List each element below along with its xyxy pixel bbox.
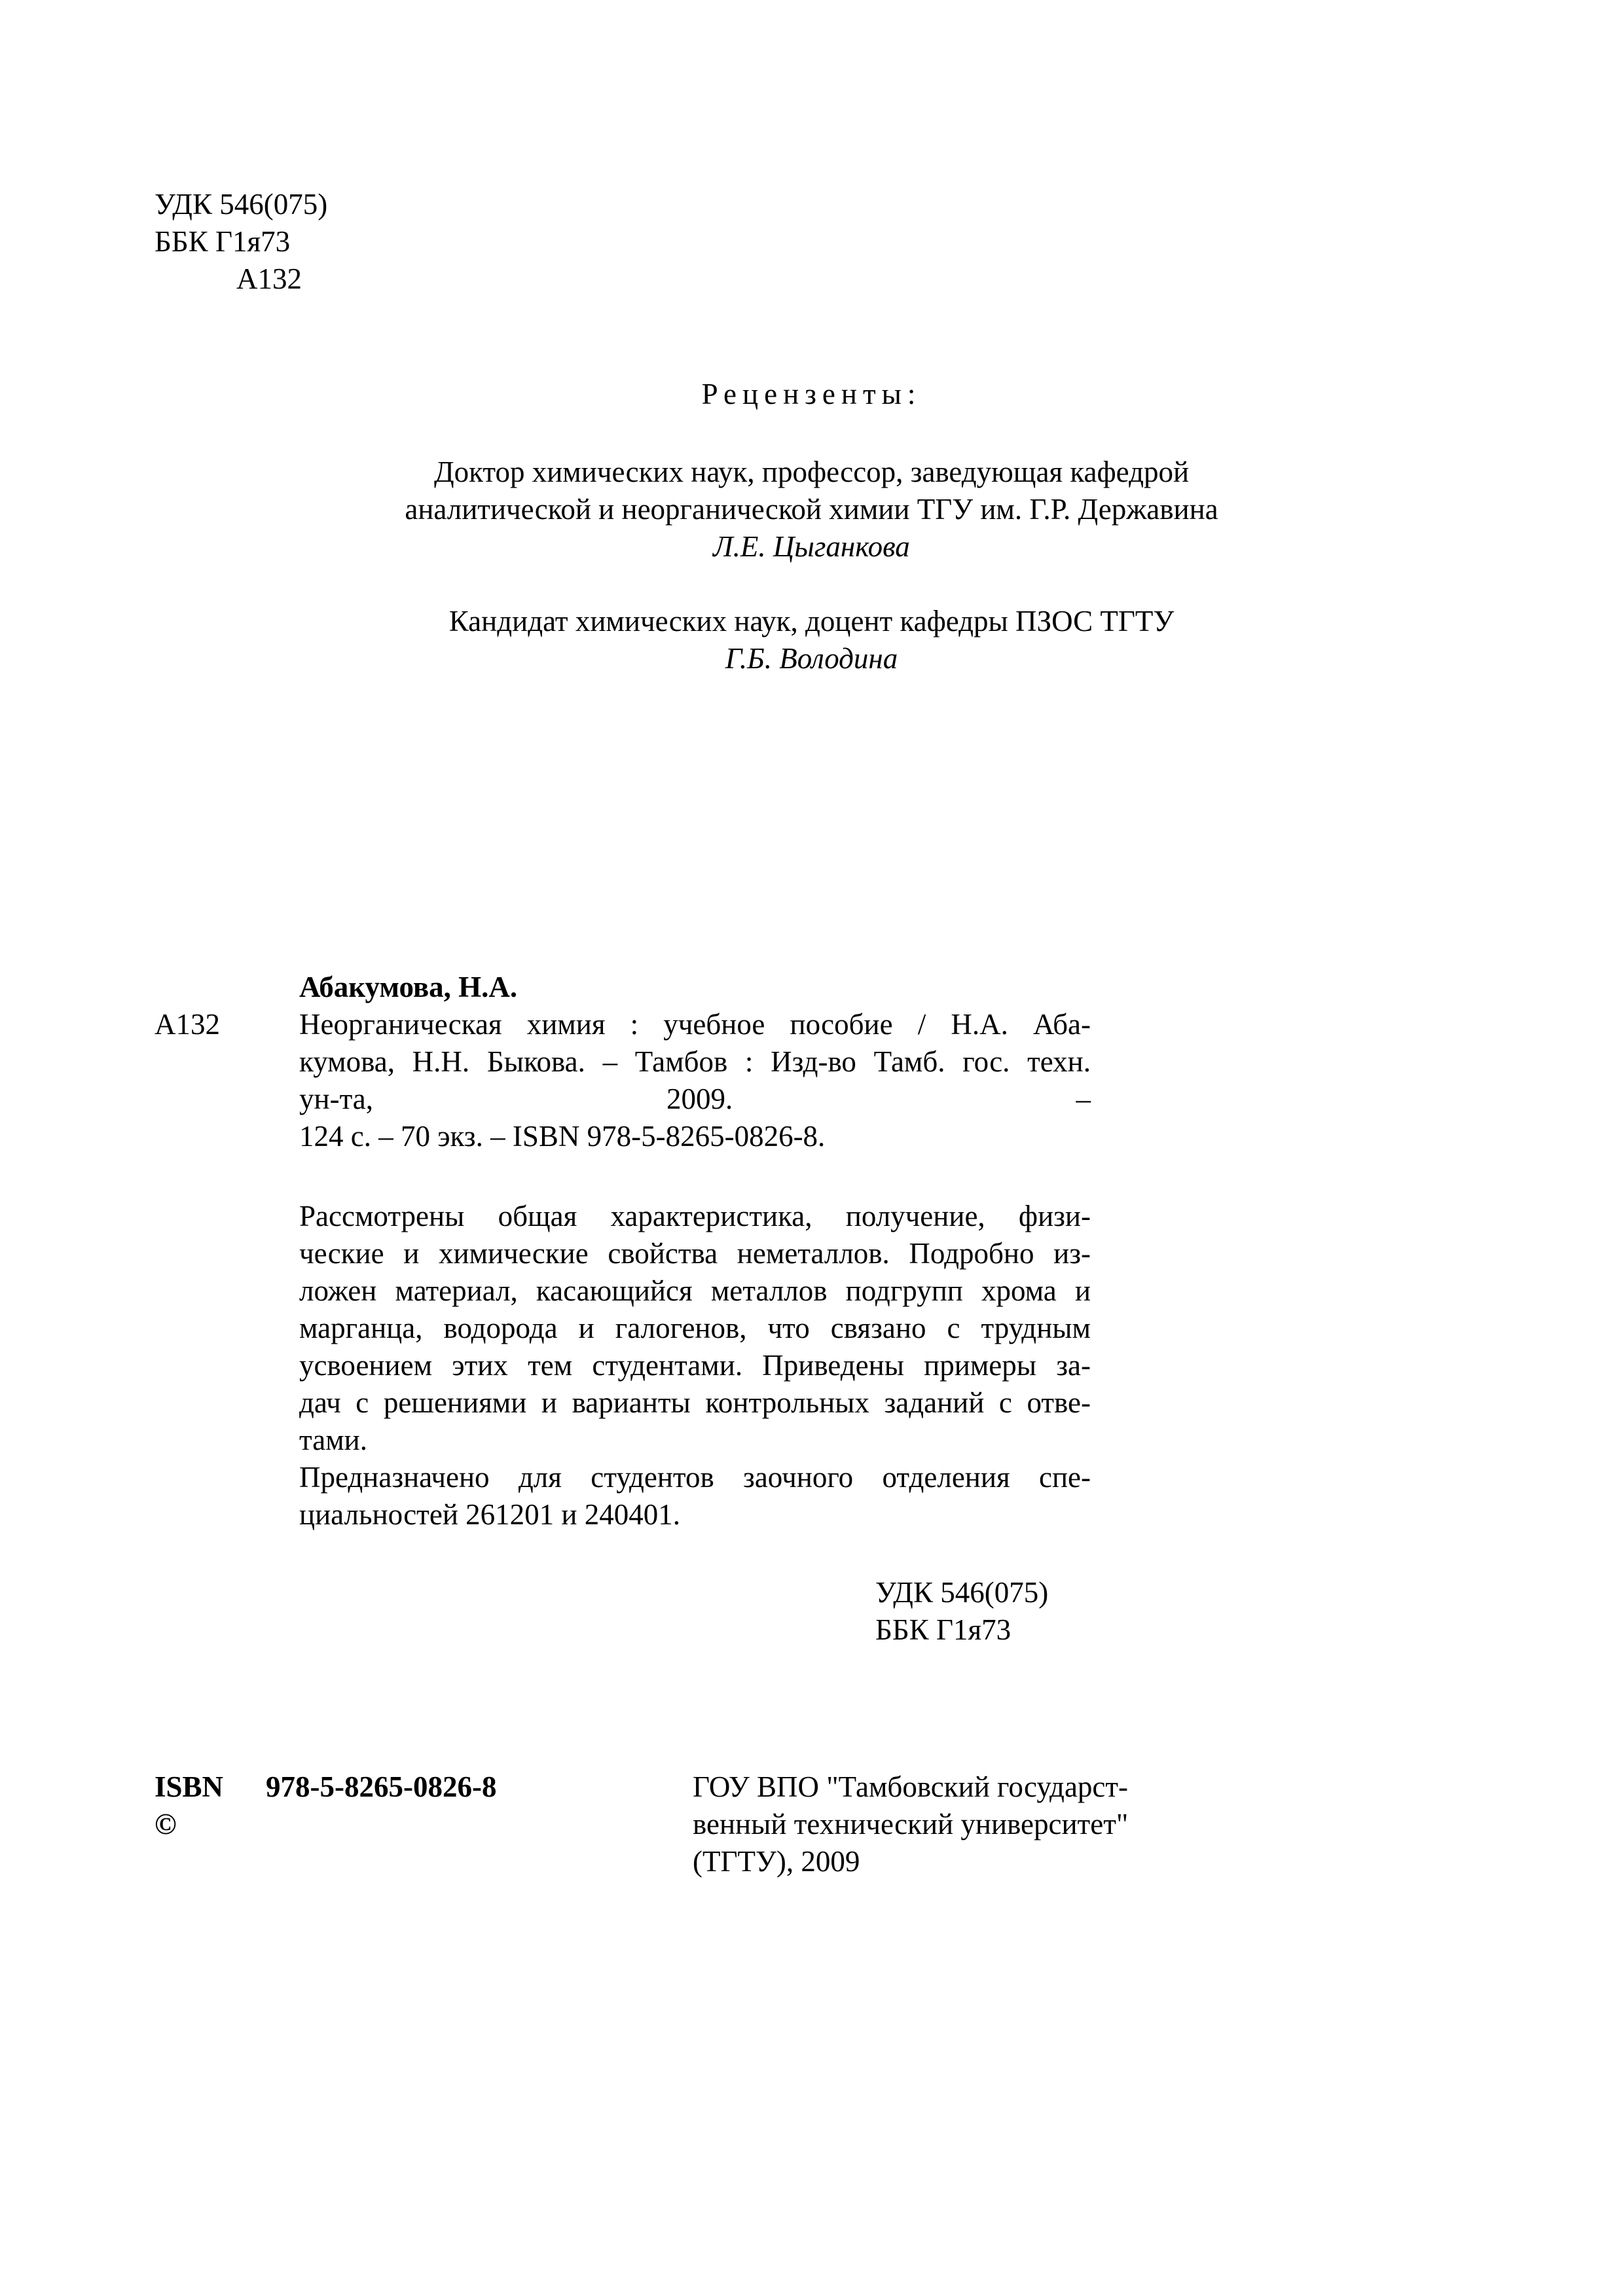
udk-code: УДК 546(075) [155, 188, 328, 221]
bbk-code: ББК Г1я73 [155, 225, 291, 258]
annotation-p1-line: тами. [299, 1424, 367, 1456]
catalog-line-2: кумова, Н.Н. Быкова. – Тамбов : Изд-во Тамб. гос. техн. [299, 1045, 1091, 1078]
annotation-p1-line: марганца, водорода и галогенов, что связано с трудным [299, 1312, 1091, 1344]
annotation-p2-line: Предназначено для студентов заочного отделения спе- [299, 1461, 1091, 1494]
classification-block [155, 186, 327, 298]
reviewer-first [0, 454, 1623, 565]
reviewer-first-title-line1: Доктор химических наук, профессор, заведующая кафедрой [433, 456, 1190, 488]
copyright-symbol: © [155, 1808, 177, 1840]
annotation-p2-line: циальностей 261201 и 240401. [299, 1498, 680, 1531]
catalog-line-3-part-b: 2009. [666, 1083, 733, 1115]
publisher-line: ГОУ ВПО "Тамбовский государст- [693, 1770, 1129, 1803]
udk-code-bottom: УДК 546(075) [875, 1576, 1049, 1609]
bbk-code-bottom: ББК Г1я73 [875, 1613, 1012, 1646]
catalog-line-4: 124 с. – 70 экз. – ISBN 978-5-8265-0826-8. [299, 1120, 826, 1153]
classification-bottom [875, 1574, 1048, 1649]
annotation-p1-line: ложен материал, касающийся металлов подгрупп хрома и [299, 1274, 1091, 1307]
catalog-line-3-part-a: ун-та, [299, 1083, 374, 1115]
annotation-p1-line: дач с решениями и варианты контрольных заданий с отве- [299, 1386, 1091, 1419]
reviewers-heading: Рецензенты: [701, 378, 922, 410]
catalog-line-3-part-c: – [1076, 1083, 1091, 1115]
annotation-p1-line: Рассмотрены общая характеристика, получение, физи- [299, 1200, 1091, 1232]
publisher-line: (ТГТУ), 2009 [693, 1845, 860, 1878]
cutter-code: А132 [236, 262, 302, 295]
imprint-block [155, 1768, 1129, 1880]
reviewer-first-name: Л.Е. Цыганкова [713, 530, 910, 563]
catalog-record [155, 969, 1091, 1155]
reviewer-second-title: Кандидат химических наук, доцент кафедры ПЗОС ТГТУ [448, 605, 1175, 637]
isbn-number: 978-5-8265-0826-8 [266, 1770, 497, 1803]
catalog-line-1: Неорганическая химия : учебное пособие / Н.А. Аба- [299, 1008, 1091, 1041]
catalog-cutter: А132 [155, 1008, 220, 1041]
reviewer-second-name: Г.Б. Володина [725, 642, 898, 675]
reviewer-first-title-line2: аналитической и неорганической химии ТГУ им. Г.Р. Державина [405, 493, 1218, 526]
reviewer-second [0, 603, 1623, 677]
publisher [693, 1768, 1128, 1880]
annotation-p1-line: усвоением этих тем студентами. Приведены примеры за- [299, 1349, 1091, 1382]
annotation-p1-line: ческие и химические свойства неметаллов. Подробно из- [299, 1237, 1091, 1270]
annotation [299, 1198, 1091, 1534]
isbn-label: ISBN [155, 1770, 224, 1803]
publisher-line: венный технический университет" [693, 1808, 1129, 1840]
catalog-author: Абакумова, Н.А. [299, 971, 518, 1003]
